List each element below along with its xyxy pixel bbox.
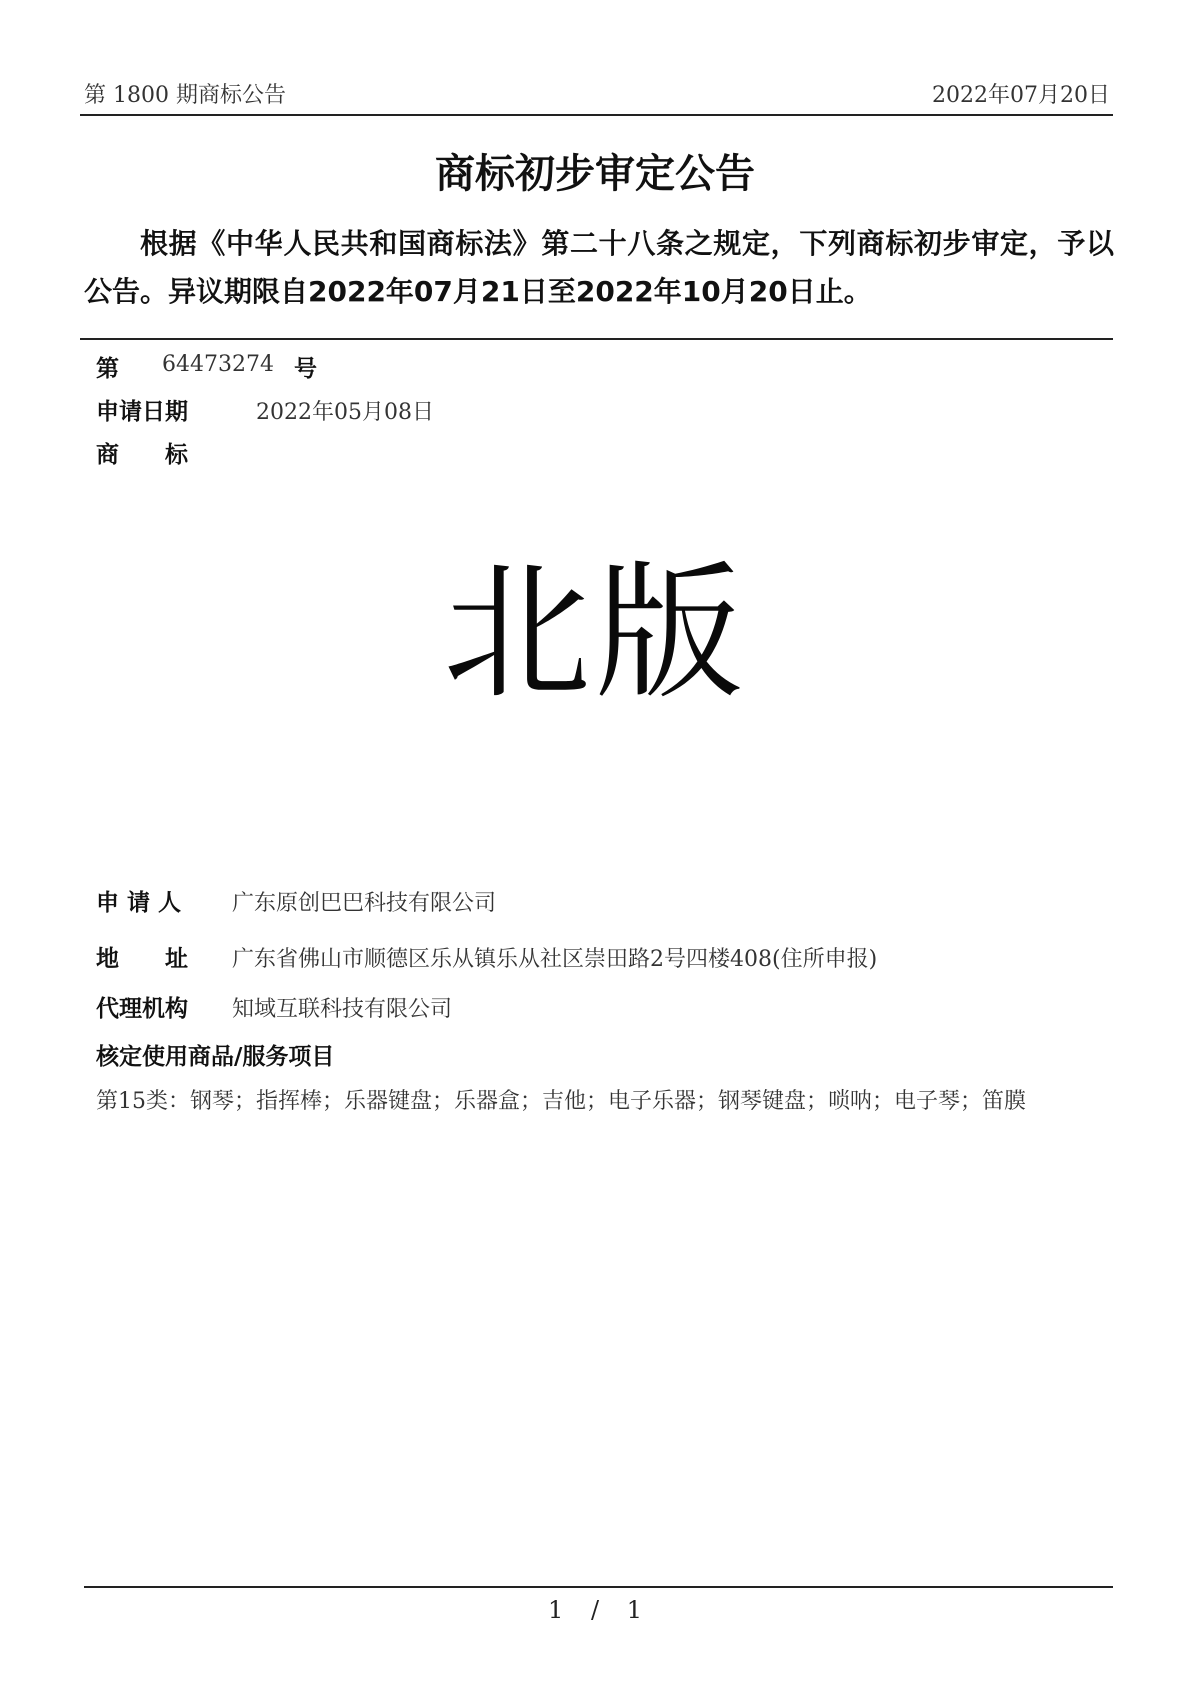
registration-number: 64473274: [162, 352, 274, 377]
filing-date-label: 申请日期: [96, 399, 188, 425]
agent-label: 代理机构: [96, 996, 188, 1022]
footer-divider: [84, 1586, 1113, 1588]
page-separator: /: [590, 1596, 600, 1624]
filing-date: 2022年05月08日: [256, 400, 434, 425]
total-pages: 1: [626, 1596, 642, 1624]
section-divider: [80, 338, 1113, 340]
applicant-name: 广东原创巴巴科技有限公司: [232, 891, 497, 916]
issue-number: 第 1800 期商标公告: [84, 83, 286, 108]
number-prefix: 第: [96, 356, 119, 382]
page-indicator: [0, 1596, 1190, 1624]
current-page: 1: [548, 1596, 564, 1624]
agent-name: 知域互联科技有限公司: [232, 997, 453, 1022]
applicant-address: 广东省佛山市顺德区乐从镇乐从社区崇田路2号四楼408(住所申报): [232, 947, 878, 972]
publication-date: 2022年07月20日: [932, 83, 1110, 108]
announcement-intro: 根据《中华人民共和国商标法》第二十八条之规定，下列商标初步审定，予以公告。异议期限自2022年07月21日至2022年10月20日止。: [84, 227, 1114, 308]
goods-services-list: 第15类：钢琴；指挥棒；乐器键盘；乐器盒；吉他；电子乐器；钢琴键盘；唢呐；电子琴；笛膜: [96, 1089, 1026, 1114]
address-label: 地 址: [96, 946, 188, 972]
applicant-label: 申 请 人: [96, 890, 182, 916]
trademark-label: 商 标: [96, 442, 188, 468]
number-suffix: 号: [294, 356, 317, 382]
goods-services-label: 核定使用商品/服务项目: [96, 1044, 335, 1070]
header-divider: [80, 114, 1113, 116]
page-title: 商标初步审定公告: [435, 151, 755, 197]
trademark-image: 北版: [443, 547, 747, 719]
